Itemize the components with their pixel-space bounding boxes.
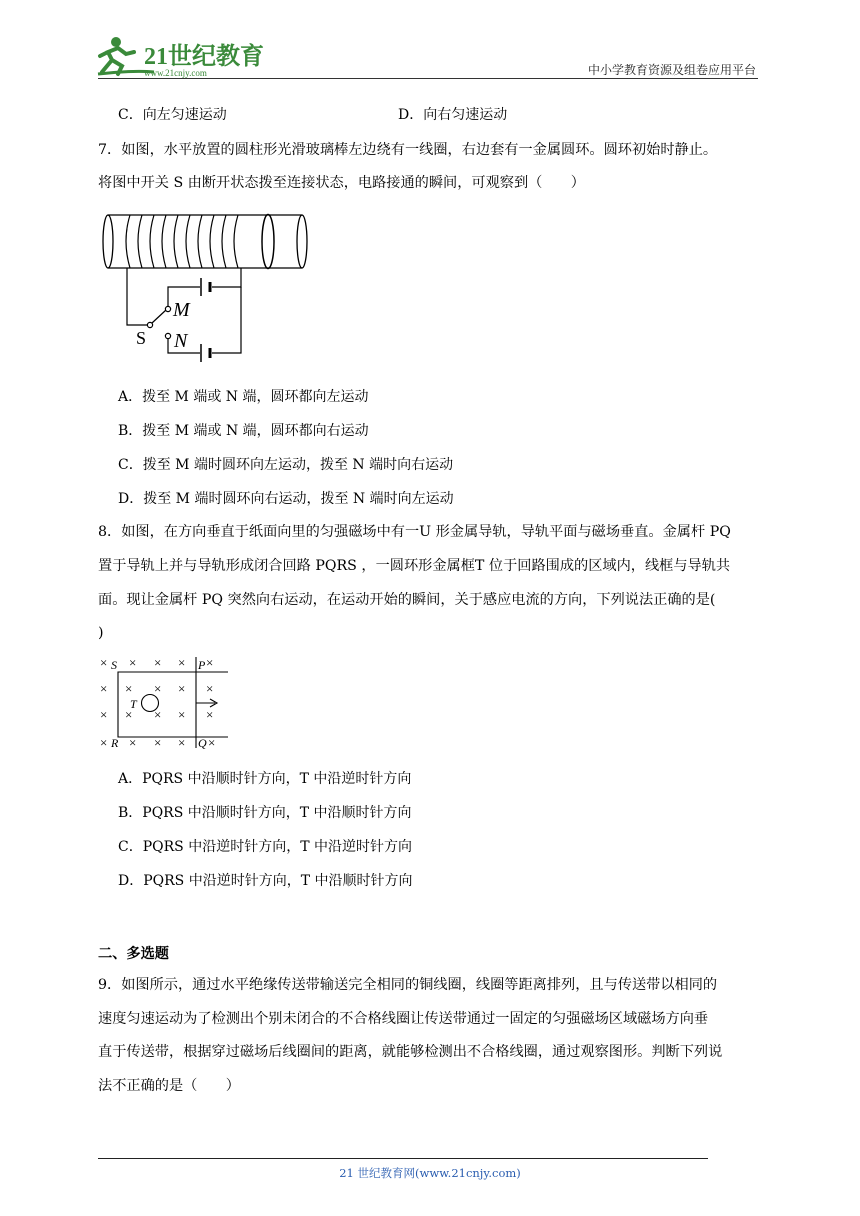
footer-divider [98,1158,708,1159]
q6-option-c: C．向左匀速运动 [118,107,227,123]
cross-mark: × [178,655,186,670]
logo-url-text: www.21cnjy.com [144,68,207,78]
q7-label-n: N [174,330,188,352]
q8-option-d: D．PQRS 中沿逆时针方向，T 中沿顺时针方向 [118,873,413,889]
running-figure-icon [94,32,264,78]
q8-label-r: R [111,736,119,750]
cross-mark: × [154,707,162,722]
cross-mark: × [129,655,137,670]
q7-option-a: A．拨至 M 端或 N 端，圆环都向左运动 [118,389,369,405]
q8-label-t: T [130,697,137,711]
q7-label-s: S [136,328,147,348]
cross-mark: × [154,655,162,670]
q8-magnetic-field-figure [98,655,233,750]
q8-stem-line3: 面。现让金属杆 PQ 突然向右运动，在运动开始的瞬间，关于感应电流的方向，下列说法正确的是( [98,592,716,608]
q8-stem-line4: ) [98,625,104,641]
cross-mark: × [129,735,137,750]
q8-label-q: Q [198,736,207,750]
q8-option-a: A．PQRS 中沿顺时针方向，T 中沿逆时针方向 [118,771,412,787]
header-platform-text: 中小学教育资源及组卷应用平台 [587,63,756,77]
site-logo [94,32,264,78]
q8-label-p: P [198,658,206,672]
q7-label-m: M [173,299,190,321]
q8-option-b: B．PQRS 中沿顺时针方向，T 中沿顺时针方向 [118,805,412,821]
q6-option-d: D．向右匀速运动 [398,107,508,123]
q7-stem-line2: 将图中开关 S 由断开状态拨至连接状态，电路接通的瞬间，可观察到（ ） [98,175,585,191]
cross-mark: × [206,681,214,696]
q7-option-d: D．拨至 M 端时圆环向右运动，拨至 N 端时向左运动 [118,491,454,507]
cross-mark: × [100,735,108,750]
cross-mark: × [125,707,133,722]
q9-stem-line3: 直于传送带，根据穿过磁场后线圈间的距离，就能够检测出不合格线圈，通过观察图形。判断下列说 [98,1044,723,1060]
q7-stem-line1: 7．如图，水平放置的圆柱形光滑玻璃棒左边绕有一线圈，右边套有一金属圆环。圆环初始时静止。 [98,142,718,158]
cross-mark: × [208,735,216,750]
cross-mark: × [154,735,162,750]
cross-mark: × [178,681,186,696]
cross-mark: × [178,735,186,750]
cross-mark: × [100,681,108,696]
cross-mark: × [100,655,108,670]
logo-text: 21世纪教育 [144,44,264,70]
header-divider [98,78,758,79]
q8-option-c: C．PQRS 中沿逆时针方向，T 中沿逆时针方向 [118,839,412,855]
q7-option-c: C．拨至 M 端时圆环向左运动，拨至 N 端时向右运动 [118,457,454,473]
cross-mark: × [125,681,133,696]
cross-mark: × [100,707,108,722]
q8-stem-line1: 8．如图，在方向垂直于纸面向里的匀强磁场中有一U 形金属导轨，导轨平面与磁场垂直。金属杆 PQ [98,524,731,540]
q7-circuit-figure [100,210,315,370]
footer-text[interactable]: 21 世纪教育网(www.21cnjy.com) [339,1166,521,1180]
q9-stem-line1: 9．如图所示，通过水平绝缘传送带输送完全相同的铜线圈，线圈等距离排列，且与传送带以相同的 [98,977,718,993]
cross-mark: × [154,681,162,696]
q8-stem-line2: 置于导轨上并与导轨形成闭合回路 PQRS ，一圆环形金属框T 位于回路围成的区域内，线框与导轨共 [98,558,731,574]
q8-label-s: S [111,658,117,672]
cross-mark: × [206,707,214,722]
cross-mark: × [206,655,214,670]
q7-option-b: B．拨至 M 端或 N 端，圆环都向右运动 [118,423,369,439]
section-title: 二、多选题 [98,946,169,962]
q9-stem-line4: 法不正确的是（ ） [98,1078,240,1094]
cross-mark: × [178,707,186,722]
q9-stem-line2: 速度匀速运动为了检测出个别未闭合的不合格线圈让传送带通过一固定的匀强磁场区域磁场方向垂 [98,1011,709,1027]
